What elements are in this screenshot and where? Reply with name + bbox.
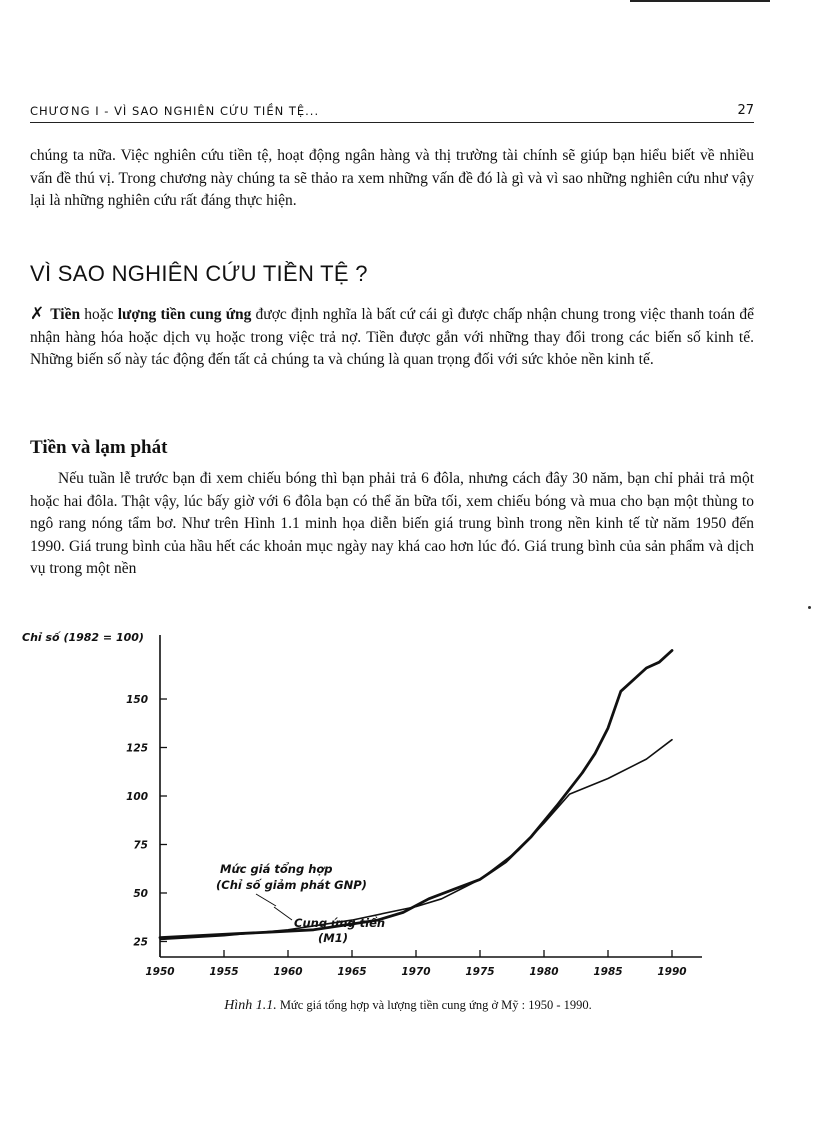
y-tick-label: 25 [133,936,148,949]
money-series-label-line1: Cung ứng tiền [294,916,386,930]
x-tick-label: 1955 [209,966,239,978]
intro-paragraph: chúng ta nữa. Việc nghiên cứu tiền tệ, hoạt động ngân hàng và thị trường tài chính sẽ giúp bạn hiểu biết về nhiều vấn đề thú vị. Trong chương này chúng ta sẽ thảo ra xem những vấn đề đó là gì và vì sao những nghiên cứu như vậy lại là những nghiên cứu rất đáng thực hiện. [30,147,754,209]
price-money-chart [22,615,716,990]
subsection-title: Tiền và lạm phát [30,437,168,458]
figure-caption-text: Mức giá tổng hợp và lượng tiền cung ứng ở Mỹ : 1950 - 1990. [279,998,592,1012]
price-series-label-line2: (Chỉ số giảm phát GNP) [216,878,367,892]
x-tick-label: 1970 [401,966,431,978]
x-tick-label: 1980 [529,966,559,978]
definition-connector: hoặc [80,306,118,323]
running-header [30,100,754,123]
term-money-supply: lượng tiền cung ứng [117,306,252,323]
y-tick-label: 75 [133,839,148,852]
y-tick-label: 100 [126,791,148,803]
page-number: 27 [737,103,754,118]
section-title: VÌ SAO NGHIÊN CỨU TIỀN TỆ ? [30,261,368,286]
top-rule [630,0,770,2]
y-tick-label: 125 [126,742,148,755]
money-series-label-line2: (M1) [318,931,348,945]
check-mark-icon: ✗ [30,304,45,324]
money-supply-series-line [160,740,672,940]
price-label-leader [256,894,276,906]
inflation-paragraph: Nếu tuần lễ trước bạn đi xem chiếu bóng thì bạn phải trả 6 đôla, nhưng cách đây 30 năm, bạn chỉ phải trả một hoặc hai đôla. Thật vậy, lúc bấy giờ với 6 đôla bạn có thể ăn bữa tối, xem chiếu bóng và mua cho bạn một thùng to ngô rang nóng tẩm bơ. Như trên Hình 1.1 minh họa diễn biến giá trung bình trong nền kinh tế từ năm 1950 đến 1990. Giá trung bình của hầu hết các khoản mục ngày nay khá cao hơn lúc đó. Giá trung bình của sản phẩm và dịch vụ trong một nền [30,470,754,577]
definition-rest: được định nghĩa là bất cứ cái gì được chấp nhận chung trong việc thanh toán để nhận hàng hóa hoặc dịch vụ hoặc trong việc trả nợ. Tiền được gắn với những thay đổi trong các biến số kinh tế. Những biến số này tác động đến tất cả chúng ta và chúng là quan trọng đối với sức khỏe nền kinh tế. [30,306,754,368]
x-tick-label: 1950 [145,966,175,978]
x-tick-label: 1975 [465,966,495,978]
figure-label: Hình 1.1. [224,998,277,1013]
x-tick-label: 1990 [657,966,687,978]
x-tick-label: 1965 [337,966,367,978]
x-tick-label: 1985 [593,966,623,978]
figure-caption [0,998,816,1014]
x-tick-label: 1960 [273,966,303,978]
price-series-label-line1: Mức giá tổng hợp [220,862,333,876]
definition-paragraph [30,303,754,372]
y-axis-label: Chỉ số (1982 = 100) [22,631,144,644]
money-label-leader [274,907,292,920]
chapter-title: CHƯƠNG I - VÌ SAO NGHIÊN CỨU TIỀN TỆ... [30,104,320,118]
y-tick-label: 50 [133,887,148,900]
scan-speck [808,606,811,609]
term-money: Tiền [50,306,81,323]
price-level-series-line [160,651,672,938]
y-tick-label: 150 [126,694,148,707]
